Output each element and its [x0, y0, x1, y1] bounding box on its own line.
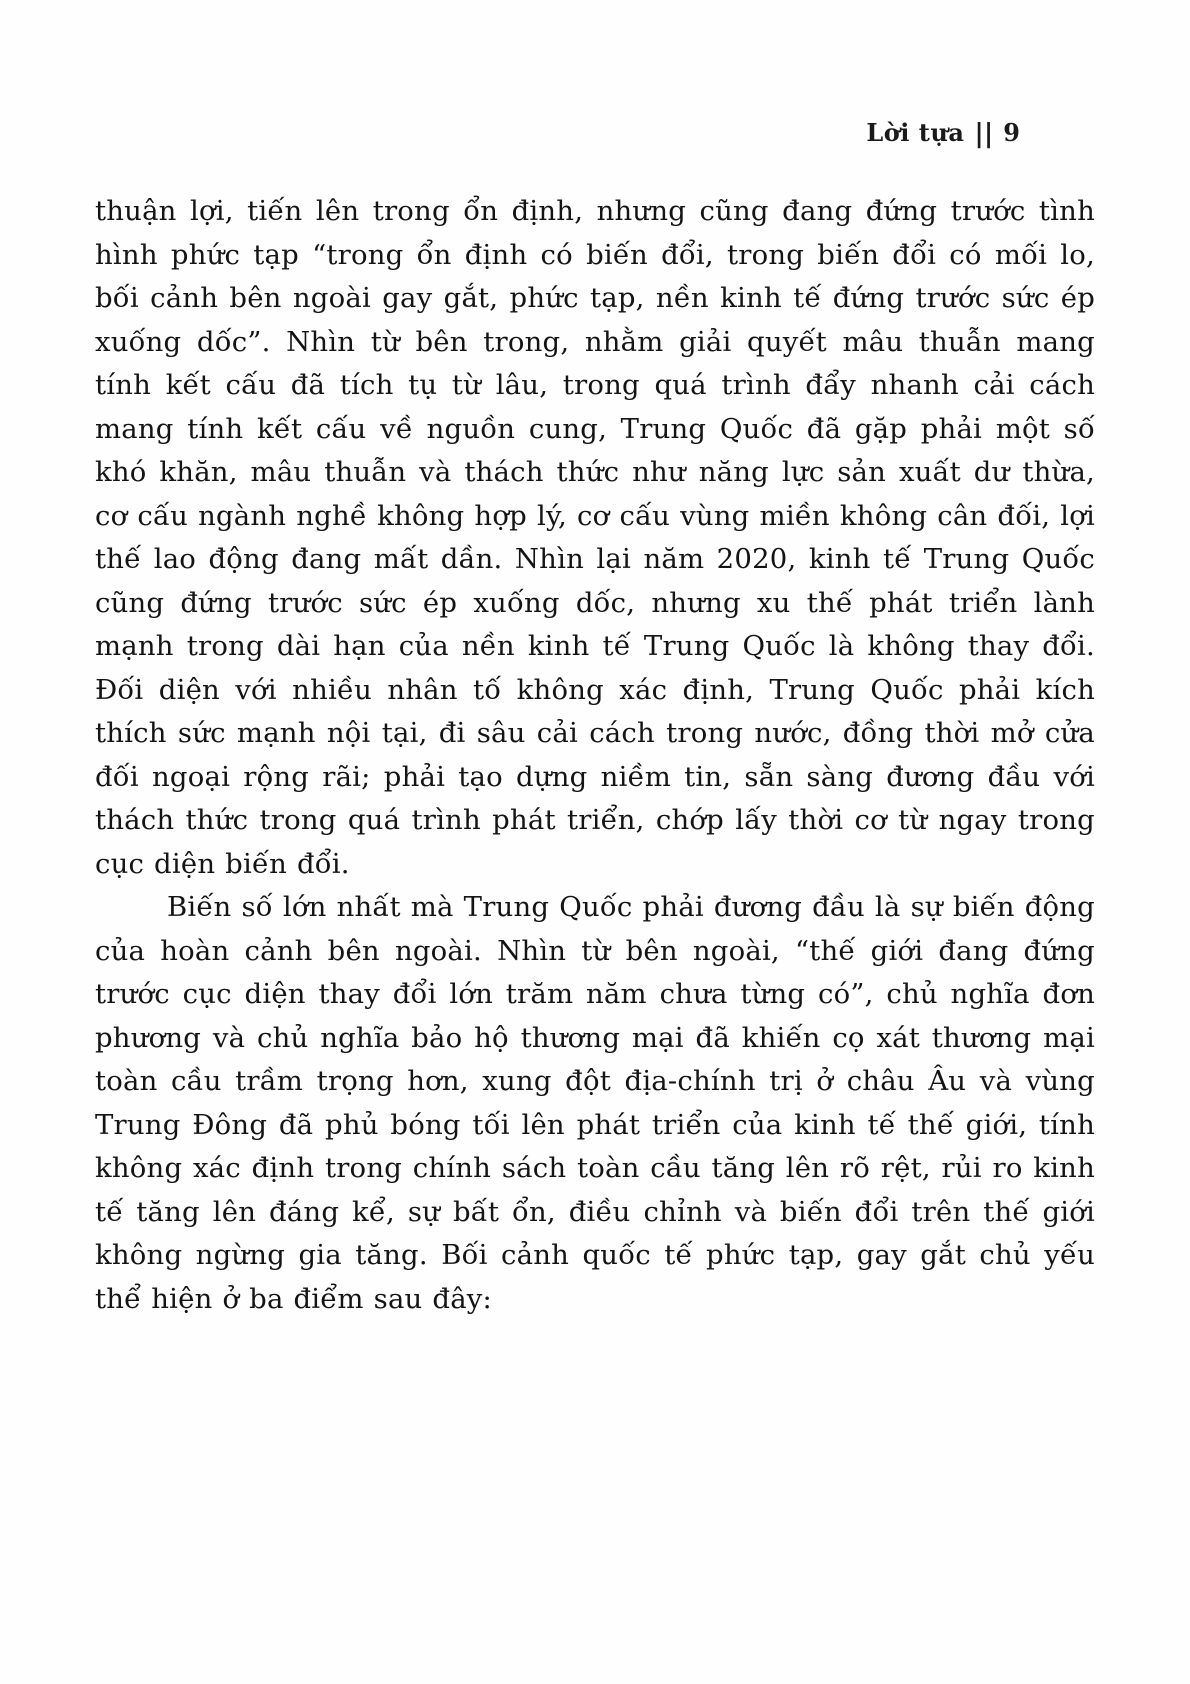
paragraph-second: Biến số lớn nhất mà Trung Quốc phải đương đầu là sự biến động của hoàn cảnh bên ngoài. Nhìn từ bên ngoài, “thế giới đang đứng trước cục diện thay đổi lớn trăm năm chưa từng có”, chủ nghĩa đơn phương và chủ nghĩa bảo hộ thương mại đã khiến cọ xát thương mại toàn cầu trầm trọng hơn, xung đột địa-chính trị ở châu Âu và vùng Trung Đông đã phủ bóng tối lên phát triển của kinh tế thế giới, tính không xác định trong chính sách toàn cầu tăng lên rõ rệt, rủi ro kinh tế tăng lên đáng kể, sự bất ổn, điều chỉnh và biến đổi trên thế giới không ngừng gia tăng. Bối cảnh quốc tế phức tạp, gay gắt chủ yếu thể hiện ở ba điểm sau đây:	[95, 891, 1095, 1315]
page-number: 9	[1003, 118, 1020, 147]
body-text-block	[95, 190, 1095, 1321]
paragraph-continuation: thuận lợi, tiến lên trong ổn định, nhưng cũng đang đứng trước tình hình phức tạp “trong ổn định có biến đổi, trong biến đổi có mối lo, bối cảnh bên ngoài gay gắt, phức tạp, nền kinh tế đứng trước sức ép xuống dốc”. Nhìn từ bên trong, nhằm giải quyết mâu thuẫn mang tính kết cấu đã tích tụ từ lâu, trong quá trình đẩy nhanh cải cách mang tính kết cấu về nguồn cung, Trung Quốc đã gặp phải một số khó khăn, mâu thuẫn và thách thức như năng lực sản xuất dư thừa, cơ cấu ngành nghề không hợp lý, cơ cấu vùng miền không cân đối, lợi thế lao động đang mất dần. Nhìn lại năm 2020, kinh tế Trung Quốc cũng đứng trước sức ép xuống dốc, nhưng xu thế phát triển lành mạnh trong dài hạn của nền kinh tế Trung Quốc là không thay đổi. Đối diện với nhiều nhân tố không xác định, Trung Quốc phải kích thích sức mạnh nội tại, đi sâu cải cách trong nước, đồng thời mở cửa đối ngoại rộng rãi; phải tạo dựng niềm tin, sẵn sàng đương đầu với thách thức trong quá trình phát triển, chớp lấy thời cơ từ ngay trong cục diện biến đổi.	[95, 195, 1095, 880]
section-title: Lời tựa	[866, 118, 965, 147]
running-header	[866, 118, 1020, 148]
header-separator: ||	[974, 119, 994, 149]
